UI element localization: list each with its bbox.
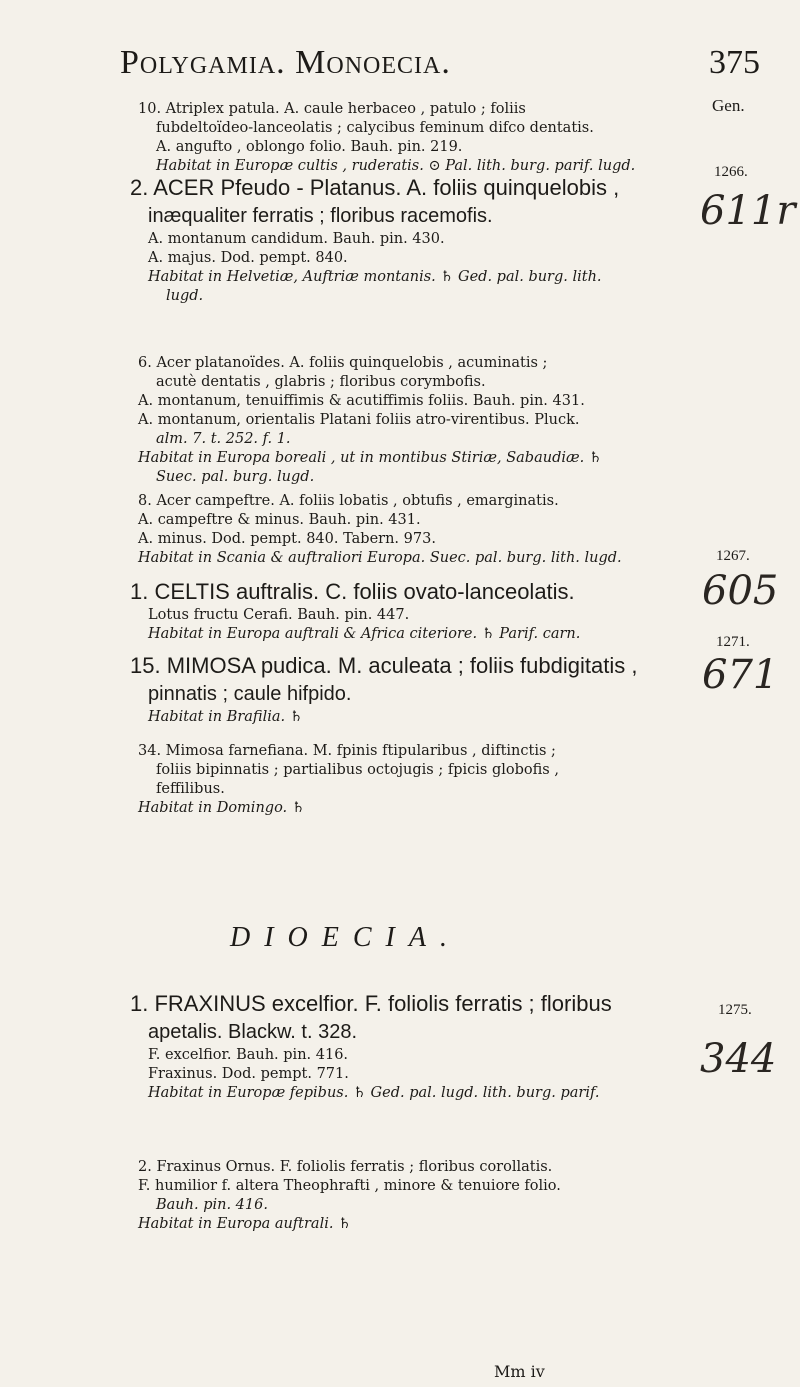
genus-heading: apetalis. Blackw. t. 328. bbox=[148, 1021, 358, 1043]
entry-acer-campestre bbox=[138, 492, 738, 568]
entry-line: 10. Atriplex patula. A. caule herbaceo , patulo ; foliis bbox=[138, 101, 526, 117]
entry-line: 34. Mimosa farnefiana. M. fpinis ftipularibus , diftinctis ; bbox=[138, 743, 556, 759]
handwritten-note-1: 611r bbox=[700, 188, 796, 234]
handwritten-note-4: 344 bbox=[700, 1036, 777, 1082]
margin-gen: Gen. bbox=[712, 96, 745, 115]
entry-line: Fraxinus. Dod. pempt. 771. bbox=[148, 1066, 349, 1082]
margin-number-1266: 1266. bbox=[714, 164, 748, 180]
entry-line: A. minus. Dod. pempt. 840. Tabern. 973. bbox=[138, 531, 436, 547]
entry-mimosa-farnesiana bbox=[138, 742, 738, 818]
margin-number-1275: 1275. bbox=[718, 1002, 752, 1018]
genus-heading: 2. ACER Pfeudo - Platanus. A. foliis quinquelobis , bbox=[130, 175, 620, 200]
entry-fraxinus-excelsior bbox=[130, 990, 750, 1103]
margin-number-1267: 1267. bbox=[716, 548, 750, 564]
running-header bbox=[120, 44, 760, 82]
entry-line: Habitat in Europæ fepibus. ♄ Ged. pal. lugd. lith. burg. parif. bbox=[148, 1085, 600, 1101]
entry-line: Bauh. pin. 416. bbox=[156, 1197, 268, 1213]
running-title: Polygamia. Monoecia. bbox=[120, 44, 451, 81]
entry-celtis-australis bbox=[130, 578, 750, 644]
entry-line: lugd. bbox=[166, 288, 204, 304]
entry-line: Habitat in Brafilia. ♄ bbox=[148, 709, 303, 725]
entry-line: Suec. pal. burg. lugd. bbox=[156, 469, 315, 485]
entry-line: Habitat in Europa auftrali & Africa citeriore. ♄ Parif. carn. bbox=[148, 626, 581, 642]
genus-heading: 1. FRAXINUS excelfior. F. foliolis ferratis ; floribus bbox=[130, 991, 612, 1016]
genus-heading: 1. CELTIS auftralis. C. foliis ovato-lanceolatis. bbox=[130, 579, 575, 604]
entry-line: feffilibus. bbox=[156, 781, 225, 797]
entry-line: 6. Acer platanoïdes. A. foliis quinquelobis , acuminatis ; bbox=[138, 355, 548, 371]
entry-line: foliis bipinnatis ; partialibus octojugis ; fpicis globofis , bbox=[156, 762, 559, 778]
entry-line: Habitat in Europæ cultis , ruderatis. ⊙ Pal. lith. burg. parif. lugd. bbox=[156, 158, 636, 174]
entry-line: A. montanum, orientalis Platani foliis atro-virentibus. Pluck. bbox=[138, 412, 580, 428]
entry-line: acutè dentatis , glabris ; floribus corymbofis. bbox=[156, 374, 486, 390]
genus-heading: pinnatis ; caule hifpido. bbox=[148, 683, 352, 705]
margin-number-1271: 1271. bbox=[716, 634, 750, 650]
entry-atriplex-patula bbox=[138, 100, 738, 176]
entry-line: A. campeftre & minus. Bauh. pin. 431. bbox=[138, 512, 421, 528]
entry-line: F. excelfior. Bauh. pin. 416. bbox=[148, 1047, 349, 1063]
entry-line: 2. Fraxinus Ornus. F. foliolis ferratis ; floribus corollatis. bbox=[138, 1159, 553, 1175]
entry-line: Habitat in Domingo. ♄ bbox=[138, 800, 305, 816]
entry-line: 8. Acer campeftre. A. foliis lobatis , obtufis , emarginatis. bbox=[138, 493, 559, 509]
entry-line: fubdeltoïdeo-lanceolatis ; calycibus feminum difco dentatis. bbox=[156, 120, 594, 136]
entry-line: Habitat in Helvetiæ, Auftriæ montanis. ♄ Ged. pal. burg. lith. bbox=[148, 269, 602, 285]
entry-line: A. montanum, tenuiffimis & acutiffimis foliis. Bauh. pin. 431. bbox=[138, 393, 585, 409]
genus-heading: inæqualiter ferratis ; floribus racemofis. bbox=[148, 205, 493, 227]
handwritten-note-3: 671 bbox=[702, 652, 779, 698]
genus-heading: 15. MIMOSA pudica. M. aculeata ; foliis fubdigitatis , bbox=[130, 653, 638, 678]
section-heading-dioecia: DIOECIA. bbox=[230, 922, 461, 953]
entry-line: Lotus fructu Cerafi. Bauh. pin. 447. bbox=[148, 607, 410, 623]
entry-mimosa-pudica bbox=[130, 652, 750, 727]
entry-fraxinus-ornus bbox=[138, 1158, 738, 1234]
entry-line: Habitat in Scania & auftraliori Europa. Suec. pal. burg. lith. lugd. bbox=[138, 550, 622, 566]
entry-line: Habitat in Europa auftrali. ♄ bbox=[138, 1216, 352, 1232]
entry-line: F. humilior f. altera Theophrafti , minore & tenuiore folio. bbox=[138, 1178, 561, 1194]
entry-line: A. montanum candidum. Bauh. pin. 430. bbox=[148, 231, 445, 247]
entry-line: alm. 7. t. 252. f. 1. bbox=[156, 431, 291, 447]
signature-mark: Mm iv bbox=[494, 1362, 545, 1381]
entry-line: A. angufto , oblongo folio. Bauh. pin. 219. bbox=[156, 139, 463, 155]
handwritten-note-2: 605 bbox=[702, 568, 779, 614]
entry-acer-platanoides bbox=[138, 354, 738, 487]
page-number: 375 bbox=[709, 44, 760, 81]
entry-acer-pseudoplatanus bbox=[130, 174, 750, 306]
entry-line: A. majus. Dod. pempt. 840. bbox=[148, 250, 348, 266]
entry-line: Habitat in Europa boreali , ut in montibus Stiriæ, Sabaudiæ. ♄ bbox=[138, 450, 602, 466]
